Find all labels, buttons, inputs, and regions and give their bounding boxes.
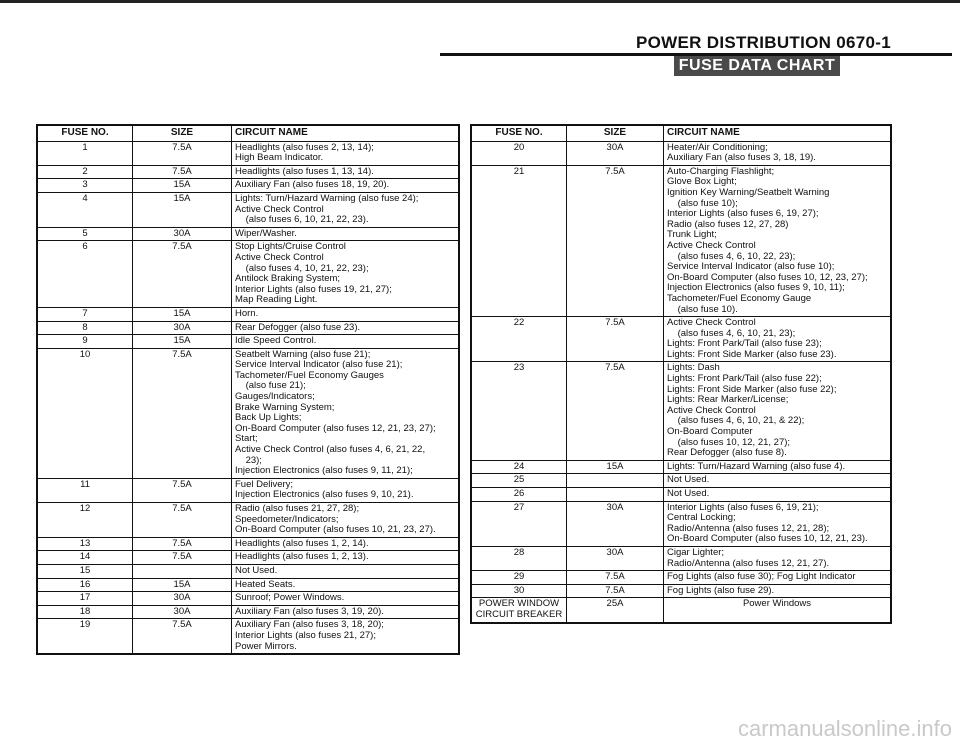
fuse-number: 11 [37,478,133,502]
circuit-name: Heated Seats. [232,578,460,592]
column-header-size: SIZE [567,125,664,141]
fuse-number: 28 [471,546,567,570]
circuit-name: Fuel Delivery; Injection Electronics (also fuses 9, 10, 21). [232,478,460,502]
fuse-size: 15A [133,192,232,227]
circuit-name: Interior Lights (also fuses 6, 19, 21); Central Locking; Radio/Antenna (also fuses 12, 21, 28); On-Board Computer (also fuses 10, 12, 21, 23). [664,501,892,546]
fuse-size: 30A [567,141,664,165]
fuse-number: 23 [471,362,567,460]
fuse-size [567,474,664,488]
fuse-size: 30A [567,501,664,546]
circuit-name: Active Check Control (also fuses 4, 6, 10, 21, 23); Lights: Front Park/Tail (also fuse 23); Lights: Front Side Marker (also fuse 23). [664,317,892,362]
circuit-breaker-circuit: Power Windows [664,598,892,623]
fuse-row-29 [471,571,891,585]
fuse-number: 30 [471,584,567,598]
fuse-size: 7.5A [567,317,664,362]
fuse-number: 13 [37,537,133,551]
circuit-name: Not Used. [232,564,460,578]
circuit-name: Auxiliary Fan (also fuses 18, 19, 20). [232,179,460,193]
fuse-number: 1 [37,141,133,165]
fuse-row-18 [37,605,459,619]
fuse-row-4 [37,192,459,227]
fuse-number: 6 [37,241,133,308]
fuse-number: 19 [37,619,133,654]
page-title: POWER DISTRIBUTION 0670-1 [636,33,891,52]
fuse-row-23 [471,362,891,460]
fuse-table-right-body [471,141,891,598]
fuse-size: 7.5A [567,165,664,316]
fuse-row-22 [471,317,891,362]
fuse-number: 15 [37,564,133,578]
fuse-size [133,564,232,578]
circuit-name: Auxiliary Fan (also fuses 3, 18, 20); Interior Lights (also fuses 21, 27); Power Mirrors. [232,619,460,654]
circuit-name: Headlights (also fuses 1, 2, 14). [232,537,460,551]
fuse-size: 7.5A [133,503,232,538]
circuit-name: Headlights (also fuses 1, 13, 14). [232,165,460,179]
fuse-row-12 [37,503,459,538]
fuse-size: 15A [133,179,232,193]
circuit-breaker-size: 25A [567,598,664,623]
fuse-row-14 [37,551,459,565]
fuse-row-28 [471,546,891,570]
circuit-name: Radio (also fuses 21, 27, 28); Speedometer/Indicators; On-Board Computer (also fuses 10, 21, 23, 27). [232,503,460,538]
fuse-row-19 [37,619,459,654]
top-border-rule [0,0,960,3]
fuse-row-17 [37,592,459,606]
circuit-name: Cigar Lighter; Radio/Antenna (also fuses 12, 21, 27). [664,546,892,570]
fuse-number: 18 [37,605,133,619]
circuit-name: Seatbelt Warning (also fuse 21); Service Interval Indicator (also fuse 21); Tachometer/Fuel Economy Gauges (also fuse 21); Gauges/Indicators; Brake Warning System; Back Up Lights; On-Board Computer (also fuses 12, 21, 23, 27); Start; Active Check Control (also fuses 4, 6, 21, 22, 23); Injection Electronics (also fuses 9, 11, 21); [232,348,460,478]
column-header-fuse-no: FUSE NO. [37,125,133,141]
fuse-size: 7.5A [133,165,232,179]
fuse-number: 26 [471,488,567,502]
circuit-name: Fog Lights (also fuse 29). [664,584,892,598]
fuse-number: 5 [37,227,133,241]
watermark-text: carmanualsonline.info [737,716,952,741]
table-header-row [471,125,891,141]
fuse-size: 7.5A [133,348,232,478]
fuse-number: 25 [471,474,567,488]
fuse-number: 9 [37,335,133,349]
fuse-number: 7 [37,307,133,321]
circuit-breaker-label: POWER WINDOW CIRCUIT BREAKER [471,598,567,623]
fuse-number: 22 [471,317,567,362]
fuse-size: 15A [133,307,232,321]
column-header-fuse-no: FUSE NO. [471,125,567,141]
circuit-name: Auxiliary Fan (also fuses 3, 19, 20). [232,605,460,619]
fuse-row-11 [37,478,459,502]
fuse-size: 30A [133,605,232,619]
column-header-size: SIZE [133,125,232,141]
fuse-table-left [36,124,460,655]
fuse-size: 7.5A [133,241,232,308]
fuse-size: 30A [133,227,232,241]
fuse-row-1 [37,141,459,165]
circuit-name: Rear Defogger (also fuse 23). [232,321,460,335]
fuse-number: 8 [37,321,133,335]
fuse-number: 3 [37,179,133,193]
fuse-row-24 [471,460,891,474]
fuse-row-25 [471,474,891,488]
fuse-row-9 [37,335,459,349]
fuse-number: 29 [471,571,567,585]
fuse-size: 7.5A [133,551,232,565]
fuse-row-6 [37,241,459,308]
fuse-size: 7.5A [567,584,664,598]
fuse-row-2 [37,165,459,179]
circuit-name: Wiper/Washer. [232,227,460,241]
fuse-number: 10 [37,348,133,478]
fuse-row-30 [471,584,891,598]
fuse-row-13 [37,537,459,551]
column-header-circuit-name: CIRCUIT NAME [232,125,460,141]
fuse-size: 7.5A [133,619,232,654]
fuse-size: 15A [133,578,232,592]
fuse-size: 30A [133,592,232,606]
fuse-number: 20 [471,141,567,165]
fuse-size: 30A [133,321,232,335]
fuse-size: 15A [133,335,232,349]
fuse-number: 21 [471,165,567,316]
circuit-name: Not Used. [664,488,892,502]
fuse-size: 7.5A [133,141,232,165]
fuse-row-3 [37,179,459,193]
table-header-row [37,125,459,141]
fuse-number: 17 [37,592,133,606]
circuit-name: Headlights (also fuses 1, 2, 13). [232,551,460,565]
fuse-row-20 [471,141,891,165]
fuse-row-8 [37,321,459,335]
fuse-row-26 [471,488,891,502]
fuse-row-27 [471,501,891,546]
circuit-name: Lights: Turn/Hazard Warning (also fuse 24); Active Check Control (also fuses 6, 10, 21, 22, 23). [232,192,460,227]
fuse-number: 16 [37,578,133,592]
circuit-name: Lights: Dash Lights: Front Park/Tail (also fuse 22); Lights: Front Side Marker (also fuse 22); Lights: Rear Marker/License; Active Check Control (also fuses 4, 6, 10, 21, & 22); On-Board Computer (also fuses 10, 12, 21, 27); Rear Defogger (also fuse 8). [664,362,892,460]
fuse-size: 7.5A [567,571,664,585]
fuse-number: 2 [37,165,133,179]
fuse-size [567,488,664,502]
fuse-size: 7.5A [133,537,232,551]
circuit-name: Heater/Air Conditioning; Auxiliary Fan (also fuses 3, 18, 19). [664,141,892,165]
circuit-name: Fog Lights (also fuse 30); Fog Light Indicator [664,571,892,585]
circuit-name: Headlights (also fuses 2, 13, 14); High Beam Indicator. [232,141,460,165]
fuse-row-5 [37,227,459,241]
column-header-circuit-name: CIRCUIT NAME [664,125,892,141]
fuse-size: 7.5A [133,478,232,502]
fuse-row-7 [37,307,459,321]
fuse-row-15 [37,564,459,578]
fuse-size: 15A [567,460,664,474]
fuse-number: 27 [471,501,567,546]
circuit-name: Sunroof; Power Windows. [232,592,460,606]
circuit-breaker-row [471,598,891,623]
fuse-size: 30A [567,546,664,570]
fuse-size: 7.5A [567,362,664,460]
fuse-table-left-body [37,141,459,654]
circuit-name: Auto-Charging Flashlight; Glove Box Light; Ignition Key Warning/Seatbelt Warning (also fuse 10); Interior Lights (also fuses 6, 19, 27); Radio (also fuses 12, 27, 28) Trunk Light; Active Check Control (also fuses 4, 6, 10, 22, 23); Service Interval Indicator (also fuse 10); On-Board Computer (also fuses 10, 12, 23, 27); Injection Electronics (also fuses 9, 10, 11); Tachometer/Fuel Economy Gauge (also fuse 10). [664,165,892,316]
fuse-number: 12 [37,503,133,538]
fuse-row-16 [37,578,459,592]
circuit-name: Not Used. [664,474,892,488]
fuse-row-21 [471,165,891,316]
fuse-data-chart-badge: FUSE DATA CHART [674,56,840,76]
circuit-name: Lights: Turn/Hazard Warning (also fuse 4). [664,460,892,474]
fuse-number: 24 [471,460,567,474]
circuit-name: Idle Speed Control. [232,335,460,349]
fuse-number: 14 [37,551,133,565]
circuit-name: Stop Lights/Cruise Control Active Check Control (also fuses 4, 10, 21, 22, 23); Antilock Braking System; Interior Lights (also fuses 19, 21, 27); Map Reading Light. [232,241,460,308]
circuit-name: Horn. [232,307,460,321]
fuse-table-right [470,124,892,624]
fuse-row-10 [37,348,459,478]
fuse-number: 4 [37,192,133,227]
